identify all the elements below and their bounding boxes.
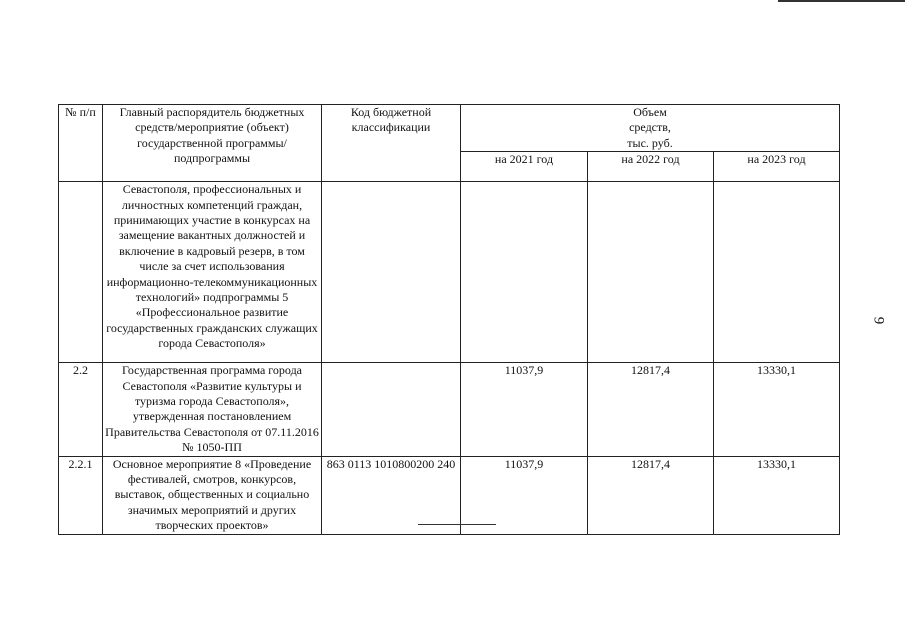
row-name: Основное мероприятие 8 «Проведение фестивалей, смотров, конкурсов, выставок, общественных и социально значимых мероприятий и других творческих проектов» [103, 456, 322, 534]
header-year-2022: на 2022 год [588, 152, 714, 182]
header-name: Главный распорядитель бюджетных средств/мероприятие (объект) государственной программы/подпрограммы [103, 105, 322, 182]
row-number [59, 182, 103, 363]
row-code: 863 0113 1010800200 240 [322, 456, 461, 534]
row-name: Севастополя, профессиональных и личностных компетенций граждан, принимающих участие в конкурсах на замещение вакантных должностей и включение в кадровый резерв, в том числе за счет использования информационно-телекоммуникационных технологий» подпрограммы 5 «Профессиональное развитие государственных гражданских служащих города Севастополя» [103, 182, 322, 363]
page-number: 9 [870, 316, 887, 325]
row-code [322, 182, 461, 363]
budget-table [58, 104, 840, 535]
row-name: Государственная программа города Севастополя «Развитие культуры и туризма города Севастополя», утвержденная постановлением Правительства Севастополя от 07.11.2016 № 1050-ПП [103, 363, 322, 456]
row-value-2023 [714, 182, 840, 363]
header-year-2021: на 2021 год [461, 152, 588, 182]
row-number: 2.2 [59, 363, 103, 456]
row-value-2023: 13330,1 [714, 363, 840, 456]
header-year-2023: на 2023 год [714, 152, 840, 182]
row-value-2021: 11037,9 [461, 456, 588, 534]
table-row [59, 182, 840, 363]
row-value-2022: 12817,4 [588, 363, 714, 456]
row-value-2023: 13330,1 [714, 456, 840, 534]
table-row [59, 456, 840, 534]
header-number: № п/п [59, 105, 103, 182]
row-number: 2.2.1 [59, 456, 103, 534]
top-rule [778, 0, 905, 2]
row-value-2021 [461, 182, 588, 363]
footnote-rule [418, 524, 496, 525]
header-code: Код бюджетной классификации [322, 105, 461, 182]
row-value-2022: 12817,4 [588, 456, 714, 534]
row-value-2022 [588, 182, 714, 363]
row-code [322, 363, 461, 456]
header-volume: Объем средств, тыс. руб. [461, 105, 840, 152]
row-value-2021: 11037,9 [461, 363, 588, 456]
table-row [59, 363, 840, 456]
